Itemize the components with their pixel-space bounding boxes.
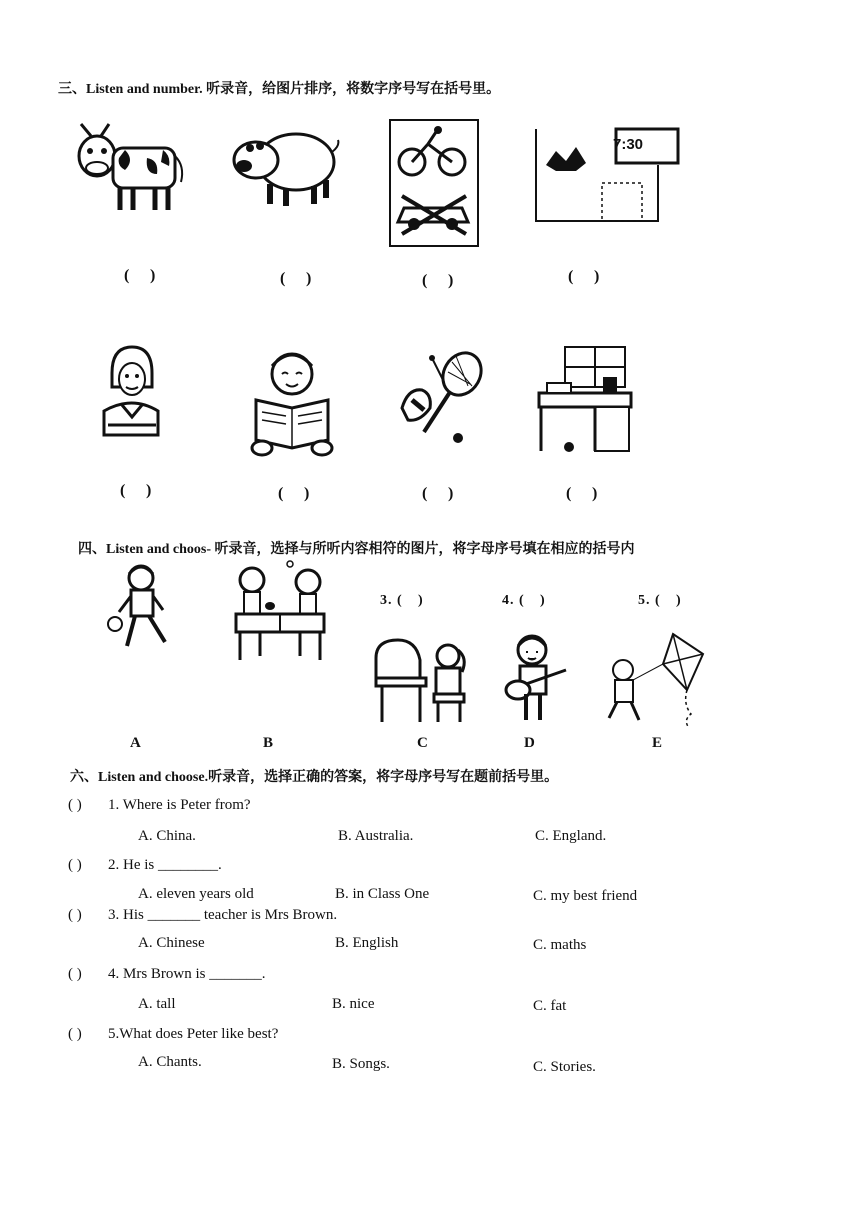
picture-letter-b: B [263,735,274,751]
kite-flying-icon [603,630,708,730]
section3-heading: 三、Listen and number. 听录音，给图片排序，将数字序号写在括号里。 [58,82,501,97]
answer-paren-4[interactable]: ( ) [568,268,601,285]
question-paren-1[interactable]: ( ) [68,797,82,813]
q5-option-c[interactable]: C. Stories. [533,1059,596,1075]
answer-paren-8[interactable]: ( ) [566,485,599,502]
question-paren-4[interactable]: ( ) [68,966,82,982]
picture-letter-e: E [652,735,663,751]
blank-5[interactable]: 5. ( ) [638,593,682,608]
question-paren-2[interactable]: ( ) [68,857,82,873]
blank-4[interactable]: 4. ( ) [502,593,546,608]
bedroom-clock-icon [532,125,682,225]
boy-basketball-icon [105,562,175,650]
sports-equipment-icon [392,348,492,448]
girl-reading-icon [250,348,335,458]
cow-icon [75,118,190,218]
q4-option-c[interactable]: C. fat [533,998,567,1014]
q4-option-b[interactable]: B. nice [332,996,375,1012]
question-paren-3[interactable]: ( ) [68,907,82,923]
question-4: 4. Mrs Brown is _______. [108,966,266,982]
question-paren-5[interactable]: ( ) [68,1026,82,1042]
boy-guitar-icon [498,632,570,724]
q4-option-a[interactable]: A. tall [138,996,176,1012]
q3-option-c[interactable]: C. maths [533,937,587,953]
q1-option-a[interactable]: A. China. [138,828,196,844]
q1-option-c[interactable]: C. England. [535,828,607,844]
q5-option-b[interactable]: B. Songs. [332,1056,390,1072]
q5-option-a[interactable]: A. Chants. [138,1054,202,1070]
question-1: 1. Where is Peter from? [108,797,251,813]
answer-paren-7[interactable]: ( ) [422,485,455,502]
answer-paren-3[interactable]: ( ) [422,272,455,289]
q3-option-b[interactable]: B. English [335,935,399,951]
q3-option-a[interactable]: A. Chinese [138,935,205,951]
bike-not-car-icon [388,118,480,248]
picture-letter-d: D [524,735,535,751]
answer-paren-6[interactable]: ( ) [278,485,311,502]
answer-paren-1[interactable]: ( ) [124,267,157,284]
picture-letter-a: A [130,735,141,751]
section6-heading: 六、Listen and choose.听录音，选择正确的答案，将字母序号写在题前括号里。 [70,770,559,785]
section4-heading: 四、Listen and choos- 听录音，选择与所听内容相符的图片，将字母序号填在相应的括号内 [78,542,635,557]
study-desk-icon [535,343,635,458]
picture-letter-c: C [417,735,428,751]
question-3: 3. His _______ teacher is Mrs Brown. [108,907,338,923]
q1-option-b[interactable]: B. Australia. [338,828,414,844]
answer-paren-5[interactable]: ( ) [120,482,153,499]
girl-piano-icon [372,638,472,724]
ping-pong-icon [230,558,330,668]
woman-portrait-icon [100,345,162,437]
blank-3[interactable]: 3. ( ) [380,593,424,608]
hippo-icon [230,122,340,212]
question-2: 2. He is ________. [108,857,222,873]
answer-paren-2[interactable]: ( ) [280,270,313,287]
clock-time: 7:30 [613,136,644,153]
q2-option-a[interactable]: A. eleven years old [138,886,254,902]
question-5: 5.What does Peter like best? [108,1026,279,1042]
q2-option-c[interactable]: C. my best friend [533,888,638,904]
q2-option-b[interactable]: B. in Class One [335,886,430,902]
